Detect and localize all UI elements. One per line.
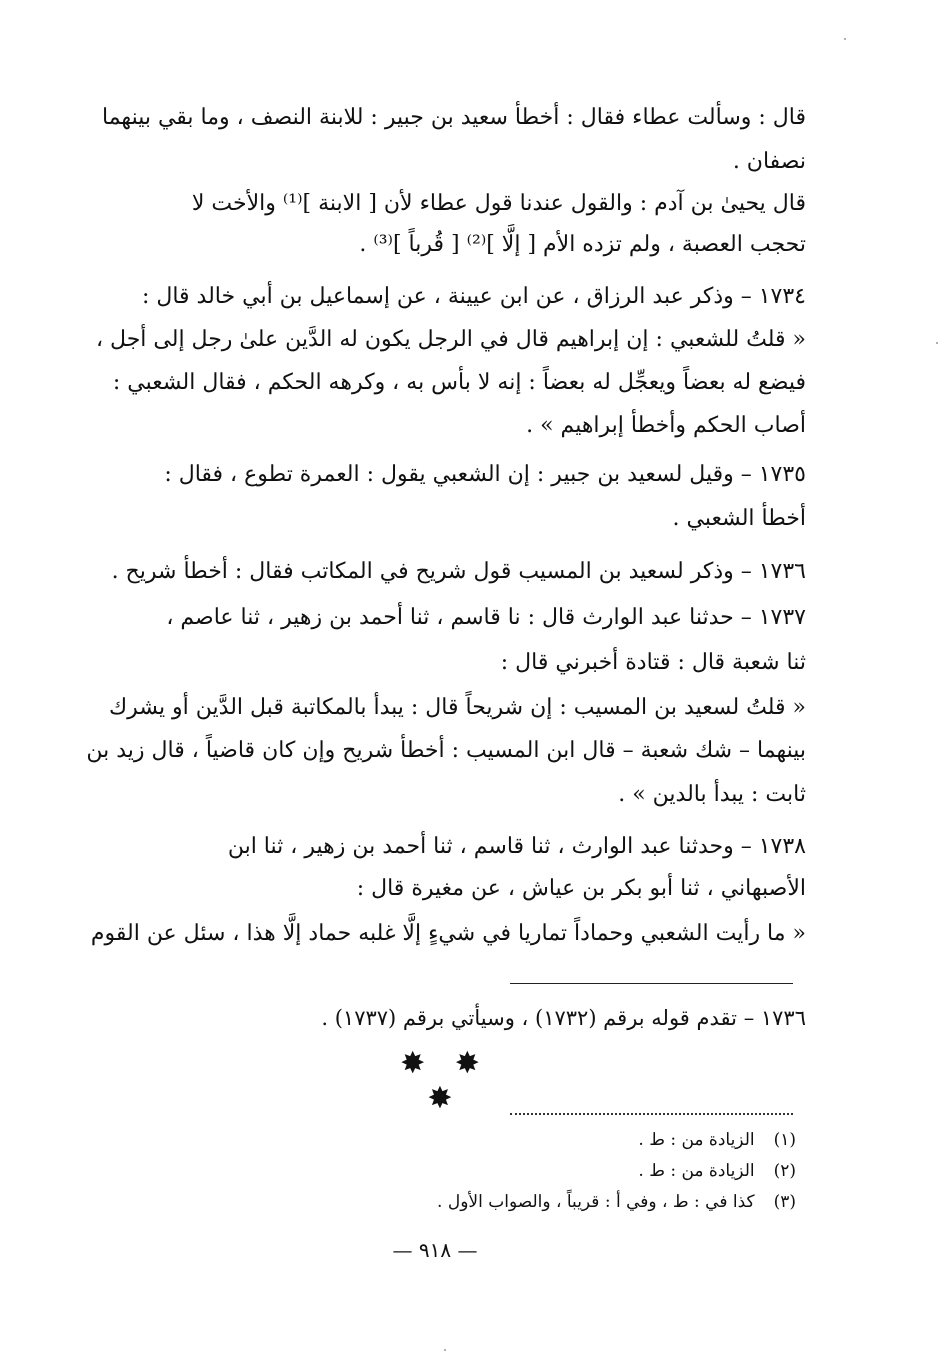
footnote-2 [300,1159,796,1183]
text-line-1: قال : وسألت عطاء فقال : أخطأ سعيد بن جبير : للابنة النصف ، وما بقي بينهما [102,105,806,130]
footnote-1 [300,1128,796,1152]
text-line-6: « قلتُ للشعبي : إن إبراهيم قال في الرجل يكون له الدَّين علىٰ رجل إلى أجل ، [95,327,806,352]
footnote-3 [300,1190,796,1214]
scan-speck [444,1349,446,1351]
scan-speck [844,38,846,40]
text-line-15: بينهما – شك شعبة – قال ابن المسيب : أخطأ شريح وإن كان قاضياً ، قال زيد بن [86,738,806,763]
footnote-number: (٢) [773,1161,796,1181]
text-line-9: ١٧٣٥ – وقيل لسعيد بن جبير : إن الشعبي يقول : العمرة تطوع ، فقال : [164,462,806,487]
footnote-number: (١) [773,1130,796,1150]
text-line-10: أخطأ الشعبي . [672,506,806,531]
commentary-separator [510,983,793,984]
commentary-line: ١٧٣٦ – تقدم قوله برقم (١٧٣٢) ، وسيأتي برقم (١٧٣٧) . [321,1006,806,1030]
text-line-3: قال يحيىٰ بن آدم : والقول عندنا قول عطاء لأن [ الابنة ]⁽¹⁾ والأخت لا [191,191,806,216]
text-line-18: الأصبهاني ، ثنا أبو بكر بن عياش ، عن مغيرة قال : [356,876,806,901]
text-line-7: فيضع له بعضاً ويعجِّل له بعضاً : إنه لا بأس به ، وكرهه الحكم ، فقال الشعبي : [112,370,806,395]
footnote-number: (٣) [773,1192,796,1212]
ornament-stars: ✸ ✸ ✸ [400,1046,490,1116]
text-line-5: ١٧٣٤ – وذكر عبد الرزاق ، عن ابن عيينة ، عن إسماعيل بن أبي خالد قال : [141,284,806,309]
text-line-17: ١٧٣٨ – وحدثنا عبد الوارث ، ثنا قاسم ، ثنا أحمد بن زهير ، ثنا ابن [227,834,806,859]
footnote-text: الزيادة من : ط . [638,1161,755,1181]
scan-speck [936,342,938,344]
text-line-12: ١٧٣٧ – حدثنا عبد الوارث قال : نا قاسم ، ثنا أحمد بن زهير ، ثنا عاصم ، [166,605,806,630]
text-line-14: « قلتُ لسعيد بن المسيب : إن شريحاً قال : يبدأ بالمكاتبة قبل الدَّين أو يشرك [109,695,806,720]
page-number: — ٩١٨ — [392,1238,478,1262]
text-line-13: ثنا شعبة قال : قتادة أخبرني قال : [500,650,806,675]
footnote-separator [510,1113,793,1115]
text-line-2: نصفان . [732,149,806,174]
footnote-text: كذا في : ط ، وفي أ : قريباً ، والصواب الأول . [437,1192,755,1212]
text-line-11: ١٧٣٦ – وذكر لسعيد بن المسيب قول شريح في المكاتب فقال : أخطأ شريح . [111,559,806,584]
text-line-16: ثابت : يبدأ بالدين » . [618,782,806,807]
footnote-text: الزيادة من : ط . [638,1130,755,1150]
text-line-4: تحجب العصبة ، ولم تزده الأم [ إلَّا ]⁽²⁾ [ قُرباً ]⁽³⁾ . [359,232,806,257]
text-line-8: أصاب الحكم وأخطأ إبراهيم » . [526,413,806,438]
text-line-19: « ما رأيت الشعبي وحماداً تماريا في شيءٍ إلَّا غلبه حماد إلَّا هذا ، سئل عن القوم [90,921,806,946]
